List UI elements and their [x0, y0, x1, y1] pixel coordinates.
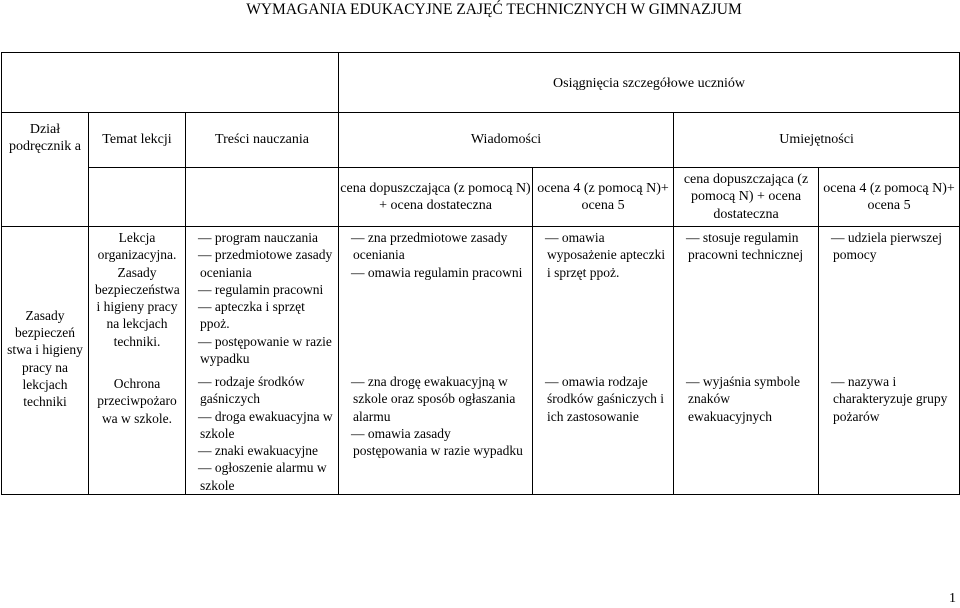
list-item: — zna drogę ewakuacyjną w szkole oraz sposób ogłaszania alarmu — [351, 374, 516, 424]
list-item: — rodzaje środków gaśniczych — [198, 374, 305, 407]
w-dop-header: cena dopuszczająca (z pomocą N) + ocena dostateczna — [339, 168, 533, 227]
temat-header: Temat lekcji — [89, 113, 186, 168]
w-db-cell — [533, 227, 674, 495]
content-cell — [186, 227, 339, 495]
list-item: — znaki ewakuacyjne — [198, 443, 318, 459]
list-item: — omawia zasady postępowania w razie wypadku — [351, 425, 523, 459]
section-cell: Zasady bezpieczeń stwa i higieny pracy na lekcjach techniki — [2, 227, 89, 495]
list-item: — nazywa i charakteryzuje grupy pożarów — [831, 374, 948, 424]
u-dop-header: cena dopuszczająca (z pomocą N) + ocena dostateczna — [674, 168, 819, 227]
w-db-header: ocena 4 (z pomocą N)+ ocena 5 — [533, 168, 674, 227]
u-dop-list-1 — [688, 227, 814, 373]
list-item: — droga ewakuacyjna w szkole — [198, 408, 333, 441]
dzial-header: Dział podręcznik a — [2, 113, 89, 227]
page-number: 1 — [949, 591, 956, 606]
lessons-cell — [89, 227, 186, 495]
content-list-1 — [200, 227, 334, 373]
lesson-1: Lekcja organizacyjna. Zasady bezpieczeństwa i higieny pracy na lekcjach techniki. — [95, 230, 180, 349]
w-dop-cell — [339, 227, 533, 495]
umiejetnosci-header: Umiejętności — [674, 113, 960, 168]
list-item: — apteczka i sprzęt ppoż. — [198, 299, 305, 332]
u-db-header: ocena 4 (z pomocą N)+ ocena 5 — [819, 168, 960, 227]
list-item: — ogłoszenie alarmu w szkole — [198, 460, 327, 493]
requirements-table — [1, 52, 960, 495]
list-item: — regulamin pracowni — [198, 281, 324, 297]
list-item: — program nauczania — [198, 230, 318, 245]
list-item: — udziela pierwszej pomocy — [831, 230, 942, 263]
w-dop-list-1 — [353, 227, 528, 373]
u-dop-list-2 — [688, 373, 814, 425]
document-title: WYMAGANIA EDUKACYJNE ZAJĘĆ TECHNICZNYCH W GIMNAZJUM — [246, 1, 742, 18]
header-empty — [2, 53, 339, 113]
list-item: — stosuje regulamin pracowni technicznej — [686, 230, 804, 263]
w-dop-list-2 — [353, 373, 528, 459]
list-item: — omawia regulamin pracowni — [351, 264, 523, 280]
list-item: — zna przedmiotowe zasady oceniania — [351, 230, 508, 263]
list-item: — omawia wyposażenie apteczki i sprzęt ppoż. — [545, 230, 666, 280]
w-db-list-2 — [547, 373, 669, 425]
u-dop-cell — [674, 227, 819, 495]
w-db-list-1 — [547, 227, 669, 373]
tresci-subheader-empty — [186, 168, 339, 227]
u-db-cell — [819, 227, 960, 495]
content-list-2 — [200, 373, 334, 494]
list-item: — przedmiotowe zasady oceniania — [198, 247, 333, 280]
lesson-2: Ochrona przeciwpożaro wa w szkole. — [97, 376, 177, 426]
list-item: — postępowanie w razie wypadku — [198, 333, 332, 367]
achievements-header: Osiągnięcia szczegółowe uczniów — [339, 53, 960, 113]
u-db-list-2 — [833, 373, 955, 425]
temat-subheader-empty — [89, 168, 186, 227]
u-db-list-1 — [833, 227, 955, 373]
list-item: — wyjaśnia symbole znaków ewakuacyjnych — [686, 374, 801, 424]
tresci-header: Treści nauczania — [186, 113, 339, 168]
list-item: — omawia rodzaje środków gaśniczych i ich zastosowanie — [545, 374, 664, 424]
wiadomosci-header: Wiadomości — [339, 113, 674, 168]
